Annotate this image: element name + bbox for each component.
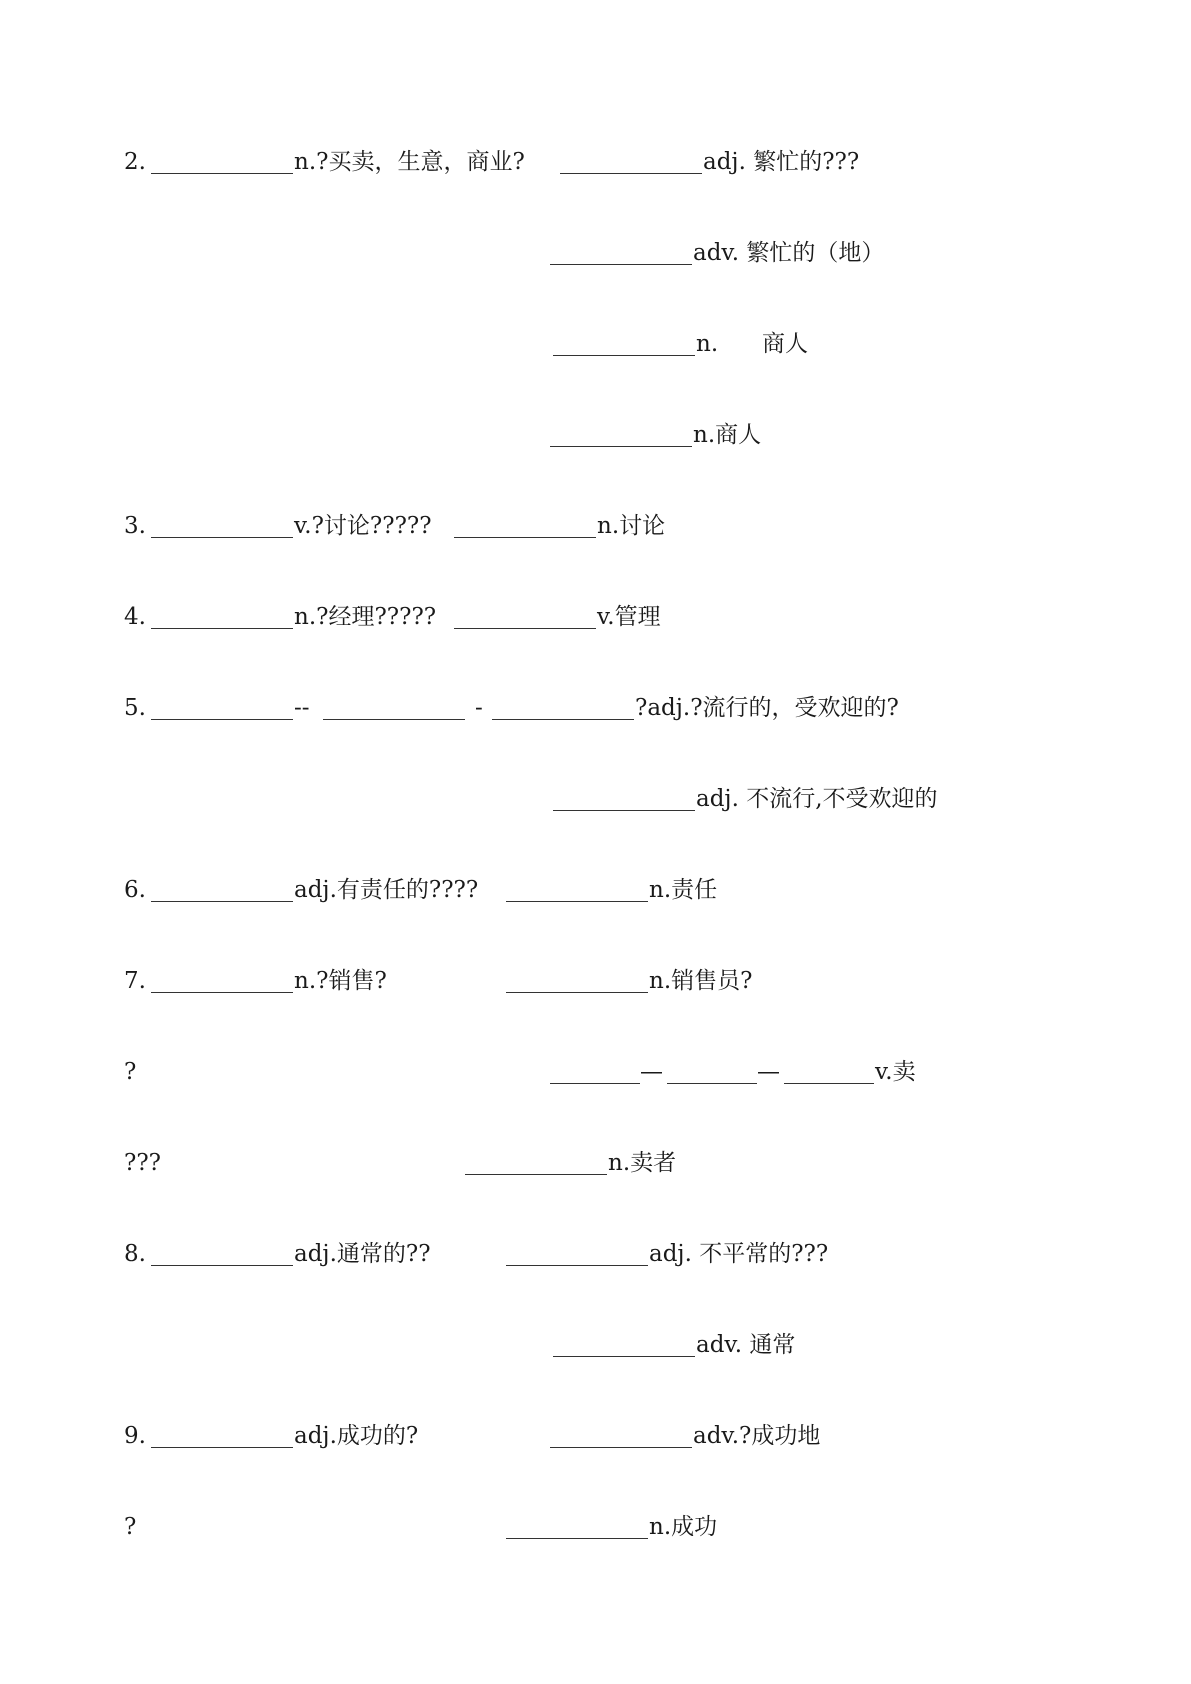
answer-blank bbox=[784, 1083, 874, 1084]
line-text: adj. 繁忙的??? bbox=[703, 149, 860, 175]
line-text: - bbox=[475, 695, 483, 721]
line-text: n.卖者 bbox=[608, 1150, 677, 1176]
answer-blank bbox=[553, 355, 695, 356]
answer-blank bbox=[151, 719, 293, 720]
line-text: adj. 不流行,不受欢迎的 bbox=[696, 786, 938, 812]
line-text: 2. bbox=[124, 149, 146, 175]
answer-blank bbox=[151, 1447, 293, 1448]
answer-blank bbox=[454, 537, 596, 538]
line-text: n.责任 bbox=[649, 877, 718, 903]
answer-blank bbox=[151, 537, 293, 538]
line-text: v.管理 bbox=[597, 604, 661, 630]
answer-blank bbox=[550, 264, 692, 265]
line-text: 4. bbox=[124, 604, 146, 630]
answer-blank bbox=[506, 1538, 648, 1539]
answer-blank bbox=[560, 173, 702, 174]
line-text: ?adj.?流行的，受欢迎的? bbox=[635, 695, 899, 721]
answer-blank bbox=[667, 1083, 757, 1084]
answer-blank bbox=[151, 901, 293, 902]
answer-blank bbox=[506, 992, 648, 993]
line-text: ? bbox=[124, 1514, 137, 1540]
line-text: — bbox=[640, 1059, 663, 1085]
line-text: 8. bbox=[124, 1241, 146, 1267]
answer-blank bbox=[550, 1083, 640, 1084]
line-text: v.?讨论????? bbox=[294, 513, 432, 539]
answer-blank bbox=[550, 1447, 692, 1448]
line-text: 9. bbox=[124, 1423, 146, 1449]
answer-blank bbox=[151, 1265, 293, 1266]
line-text: 商人 bbox=[762, 331, 808, 357]
answer-blank bbox=[151, 992, 293, 993]
line-text: adv.?成功地 bbox=[693, 1423, 821, 1449]
answer-blank bbox=[506, 901, 648, 902]
line-text: 3. bbox=[124, 513, 146, 539]
answer-blank bbox=[506, 1265, 648, 1266]
line-text: adj.通常的?? bbox=[294, 1241, 431, 1267]
line-text: 6. bbox=[124, 877, 146, 903]
line-text: adj. 不平常的??? bbox=[649, 1241, 829, 1267]
line-text: adv. 通常 bbox=[696, 1332, 796, 1358]
line-text: n.?买卖，生意，商业? bbox=[294, 149, 525, 175]
line-text: adj.成功的? bbox=[294, 1423, 419, 1449]
line-text: n.商人 bbox=[693, 422, 762, 448]
line-text: ??? bbox=[124, 1150, 161, 1176]
line-text: ? bbox=[124, 1059, 137, 1085]
line-text: 7. bbox=[124, 968, 146, 994]
answer-blank bbox=[323, 719, 465, 720]
answer-blank bbox=[454, 628, 596, 629]
line-text: n.讨论 bbox=[597, 513, 666, 539]
line-text: n.?经理????? bbox=[294, 604, 437, 630]
line-text: 5. bbox=[124, 695, 146, 721]
answer-blank bbox=[553, 1356, 695, 1357]
answer-blank bbox=[550, 446, 692, 447]
line-text: -- bbox=[294, 695, 310, 721]
answer-blank bbox=[465, 1174, 607, 1175]
line-text: n.成功 bbox=[649, 1514, 718, 1540]
line-text: v.卖 bbox=[875, 1059, 916, 1085]
answer-blank bbox=[151, 173, 293, 174]
answer-blank bbox=[553, 810, 695, 811]
line-text: adv. 繁忙的（地） bbox=[693, 240, 885, 266]
line-text: n.销售员? bbox=[649, 968, 753, 994]
line-text: adj.有责任的???? bbox=[294, 877, 479, 903]
line-text: n.?销售? bbox=[294, 968, 387, 994]
line-text: n. bbox=[696, 331, 719, 357]
answer-blank bbox=[151, 628, 293, 629]
answer-blank bbox=[492, 719, 634, 720]
line-text: — bbox=[757, 1059, 780, 1085]
